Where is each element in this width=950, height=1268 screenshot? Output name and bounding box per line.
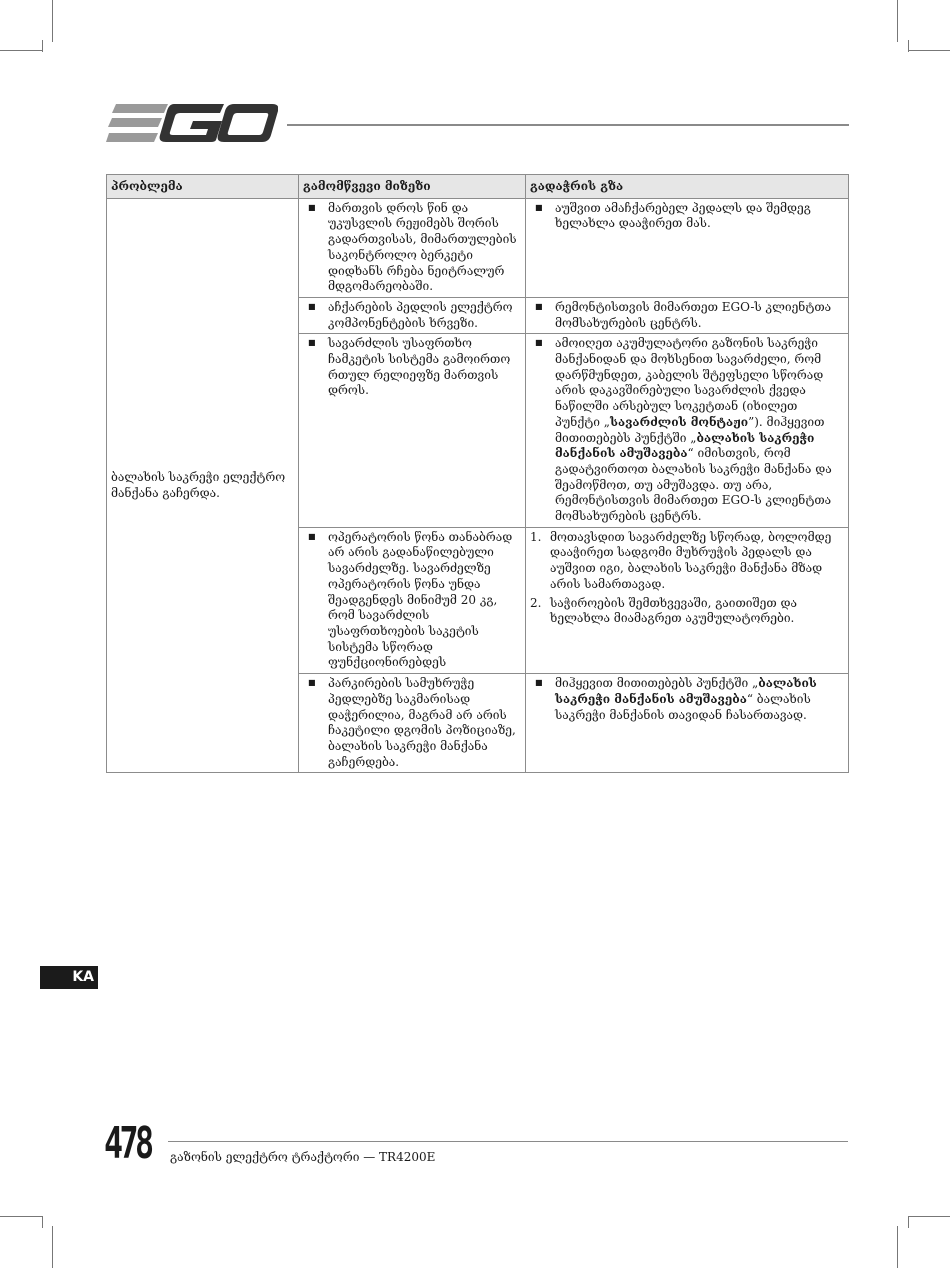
cause-cell [299, 334, 526, 527]
bullet-icon: ■ [308, 678, 316, 688]
crop-mark [52, 0, 53, 42]
crop-mark [908, 1216, 909, 1228]
crop-mark [908, 1216, 950, 1217]
crop-mark [897, 0, 898, 42]
solution-text [555, 676, 844, 723]
bullet-icon: ■ [308, 338, 316, 348]
crop-mark [908, 40, 909, 52]
solution-cell [526, 334, 849, 527]
solution-cell [526, 297, 849, 333]
solution-text-part: ”). მიჰყევით მითითებებს პუნქტში „ [555, 414, 825, 445]
bullet-icon: ■ [308, 531, 316, 541]
header-rule [287, 124, 849, 126]
solution-text-part: “ ბალახის საკრეჭი მანქანის თავიდან ჩასართავად. [555, 691, 811, 722]
solution-text-part: მიჰყევით მითითებებს პუნქტში „ [555, 676, 759, 691]
header-cause: გამომწვევი მიზეზი [299, 175, 526, 199]
solution-text-part: ამოიღეთ აკუმულატორი გაზონის საკრეჭი მანქანიდან და მოხსენით სავარძელი, რომ დარწმუნდეთ, კაბელის შტეფსელი სწორად არის დაკავშირებული სავარძლის ქვედა ნაწილში არსებულ სოკეტთან (იხილეთ პუნქტი „ [555, 336, 824, 429]
section-reference: ბალახის საკრეჭი მანქანის ამუშავება [555, 676, 817, 706]
problem-cell: ბალახის საკრეჭი ელექტრო მანქანა გაჩერდა. [107, 198, 299, 773]
solution-text: აუშვით ამაჩქარებელ პედალს და შემდეგ ხელახლა დააჭირეთ მას. [555, 200, 811, 231]
table-row [107, 198, 849, 297]
solution-cell [526, 527, 849, 673]
table-header-row [107, 175, 849, 199]
language-tab: KA [40, 966, 98, 989]
page-number: 478 [104, 1118, 151, 1169]
solution-text [555, 336, 844, 524]
solution-text-part: “ იმისთვის, რომ გადატვირთოთ ბალახის საკრეჭი მანქანა და შეამოწმოთ, თუ ამუშავდა. თუ არა, რემონტისთვის მიმართეთ EGO-ს კლიენტთა მომსახურების ცენტრს. [555, 446, 832, 524]
cause-text: მართვის დროს წინ და უკუსვლის რეჟიმებს შორის გადართვისას, მიმართულების საკონტროლო ბერკეტი დიდხანს რჩება ნეიტრალურ მდგომარეობაში. [328, 200, 517, 294]
cause-text: ოპერატორის წონა თანაბრად არ არის გადანაწილებული სავარძელზე. სავარძელზე ოპერატორის წონა უნდა შეადგენდეს მინიმუმ 20 კგ, რომ სავარძლის უსაფრთხოების საკეტის სისტემა სწორად ფუნქციონირებდეს [328, 529, 513, 670]
crop-mark [897, 1226, 898, 1268]
step-number: 1. [530, 529, 542, 544]
bullet-icon: ■ [535, 338, 543, 348]
troubleshooting-table [106, 174, 849, 773]
footer-title: გაზონის ელექტრო ტრაქტორი — TR4200E [170, 1150, 436, 1164]
solution-cell [526, 198, 849, 297]
bullet-icon: ■ [308, 202, 316, 212]
header-solution: გადაჭრის გზა [526, 175, 849, 199]
crop-mark [42, 1216, 43, 1228]
bullet-icon: ■ [308, 301, 316, 311]
bullet-icon: ■ [535, 678, 543, 688]
cause-text: სავარძლის უსაფრთხო ჩამკეტის სისტემა გამოირთო რთულ რელიეფზე მართვის დროს. [328, 336, 511, 398]
step-number: 2. [530, 595, 542, 610]
solution-cell [526, 674, 849, 773]
cause-cell [299, 527, 526, 673]
solution-text: რემონტისთვის მიმართეთ EGO-ს კლიენტთა მომსახურების ცენტრს. [555, 299, 832, 330]
ego-logo [106, 102, 278, 144]
crop-mark [42, 40, 43, 52]
header-problem: პრობლემა [107, 175, 299, 199]
cause-cell [299, 297, 526, 333]
step-text: მოთავსდით სავარძელზე სწორად, ბოლომდე დააჭირეთ სადგომი მუხრუჭის პედალს და აუშვით იგი, ბალახის საკრეჭი მანქანა მზად არის სამართავად. [550, 529, 832, 591]
bullet-icon: ■ [535, 202, 543, 212]
bullet-icon: ■ [535, 301, 543, 311]
crop-mark [0, 1216, 42, 1217]
crop-mark [0, 50, 42, 51]
crop-mark [52, 1226, 53, 1268]
footer-rule [168, 1141, 848, 1142]
cause-text: აჩქარების პედლის ელექტრო კომპონენტების ხრვეზი. [328, 299, 513, 330]
crop-mark [908, 50, 950, 51]
section-reference: ბალახის საკრეჭი მანქანის ამუშავება [555, 430, 815, 461]
cause-cell [299, 674, 526, 773]
cause-cell [299, 198, 526, 297]
step-text: საჭიროების შემთხვევაში, გაითიშეთ და ხელახლა მიამაგრეთ აკუმულატორები. [550, 595, 798, 626]
section-reference: სავარძლის მონტაჟი [609, 414, 749, 429]
cause-text: პარკირების სამუხრუჭე პედლებზე საკმარისად დაჭერილია, მაგრამ არ არის ჩაკეტილი დგომის პოზიციაზე, ბალახის საკრეჭი მანქანა გაჩერდება. [328, 676, 516, 769]
